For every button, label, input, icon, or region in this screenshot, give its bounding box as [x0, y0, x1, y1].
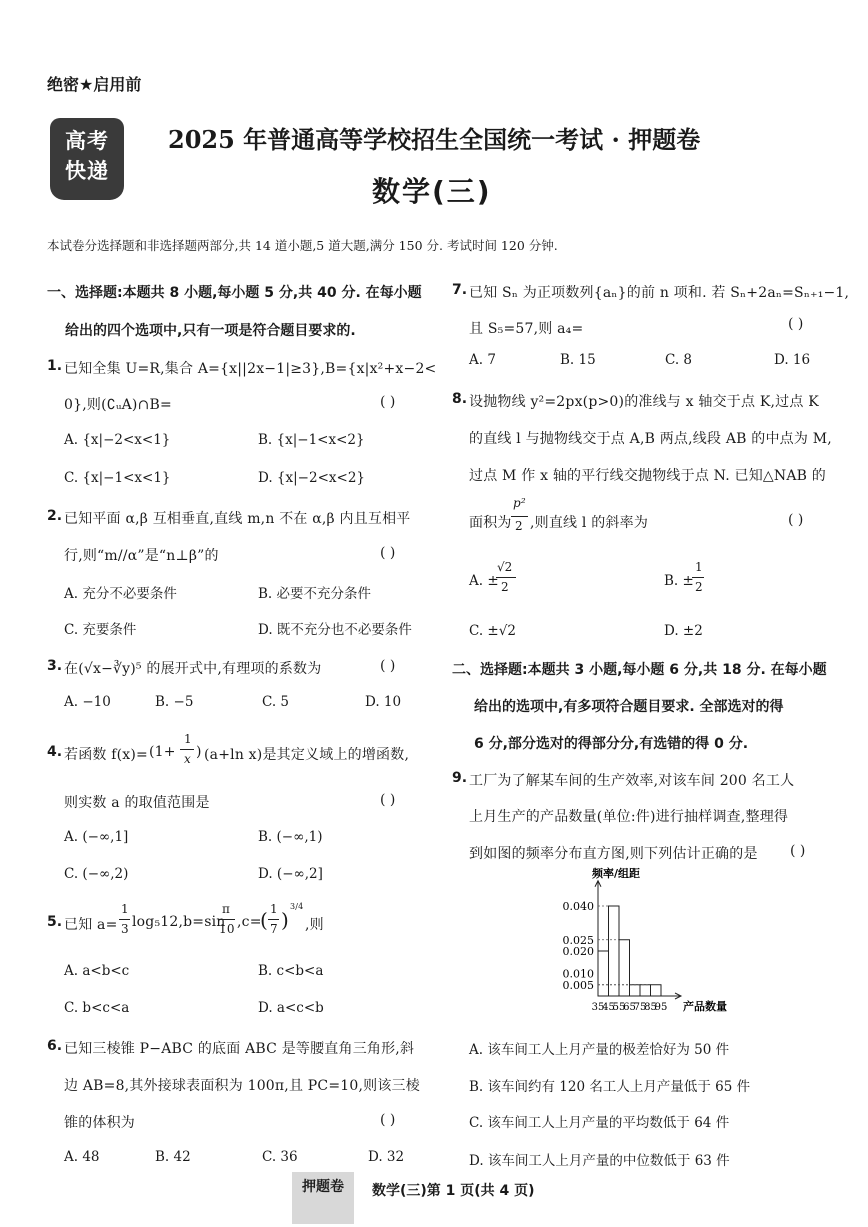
histogram-bar — [609, 906, 620, 996]
q5-post: ,则 — [305, 917, 324, 933]
logo-line1: 高考 — [65, 129, 109, 153]
q9-line3: 到如图的频率分布直方图,则下列估计正确的是 — [469, 846, 758, 862]
q7-option-b: B. 15 — [560, 352, 596, 368]
q1-number: 1. — [47, 358, 63, 374]
q2-option-d: D. 既不充分也不必要条件 — [258, 622, 412, 638]
q5-frac3-bar — [268, 919, 279, 920]
q6-option-a: A. 48 — [64, 1149, 100, 1165]
q1-option-c: C. {x|−1<x<1} — [64, 470, 171, 486]
q5-frac1-num: 1 — [121, 902, 129, 916]
q5-frac3-num: 1 — [270, 902, 278, 916]
q9-option-a: A. 该车间工人上月产量的极差恰好为 50 件 — [469, 1042, 730, 1058]
histogram-bar — [640, 985, 651, 996]
exam-title: 2025 年普通高等学校招生全国统一考试 · 押题卷 — [168, 125, 701, 154]
section2-heading-line2: 给出的选项中,有多项符合题目要求. 全部选对的得 — [474, 699, 784, 715]
q3-option-a: A. −10 — [64, 694, 111, 710]
histogram-bar — [598, 951, 609, 996]
logo-line2: 快递 — [65, 159, 109, 183]
x-axis-label: 产品数量 — [683, 1000, 727, 1013]
footer-tag: 押题卷 — [292, 1172, 354, 1224]
q4-option-b: B. (−∞,1) — [258, 829, 323, 845]
logo-badge — [50, 118, 124, 200]
y-tick-label: 0.010 — [562, 967, 594, 981]
q4-one-plus-text: 1+ — [154, 744, 176, 760]
q4-frac-num: 1 — [184, 732, 192, 746]
q5-option-c: C. b<c<a — [64, 1000, 130, 1016]
q1-line1: 已知全集 U=R,集合 A={x||2x−1|≥3},B={x|x²+x−2< — [64, 361, 437, 377]
q5-frac3-den: 7 — [270, 922, 278, 936]
q9-line1: 工厂为了解某车间的生产效率,对该车间 200 名工人 — [469, 773, 795, 789]
q4-number: 4. — [47, 744, 63, 760]
q4-option-a: A. (−∞,1] — [64, 829, 129, 845]
histogram-bar — [630, 985, 641, 996]
q2-option-a: A. 充分不必要条件 — [64, 586, 177, 602]
frequency-histogram — [540, 866, 780, 1024]
q4-close-paren: ) — [196, 744, 202, 760]
y-tick-label: 0.020 — [562, 945, 594, 958]
q3-number: 3. — [47, 658, 63, 674]
q1-option-d: D. {x|−2<x<2} — [258, 470, 365, 486]
y-axis-label: 频率/组距 — [592, 866, 641, 880]
q8-option-b-num: 1 — [695, 560, 703, 574]
x-tick-label: 35 — [591, 1002, 605, 1013]
x-tick-label: 85 — [644, 1002, 657, 1013]
section1-heading-line2: 给出的四个选项中,只有一项是符合题目要求的. — [65, 323, 356, 339]
q8-option-b-den: 2 — [695, 580, 703, 594]
q4-frac-den: x — [184, 752, 191, 766]
q8-option-d: D. ±2 — [664, 623, 703, 639]
y-tick-label: 0.005 — [562, 978, 594, 992]
q7-number: 7. — [452, 282, 468, 298]
q5-option-d: D. a<c<b — [258, 1000, 324, 1016]
q6-answer-paren: ( ) — [380, 1112, 396, 1128]
q5-c-open-paren: ( — [260, 908, 269, 932]
q8-option-a-pre: A. ± — [469, 573, 499, 589]
q6-option-c: C. 36 — [262, 1149, 298, 1165]
q1-option-a: A. {x|−2<x<1} — [64, 432, 171, 448]
q5-frac1-den: 3 — [121, 922, 129, 936]
q4-option-c: C. (−∞,2) — [64, 866, 129, 882]
q7-line2: 且 S₅=57,则 a₄= — [469, 321, 584, 337]
q5-c-close-paren: ) — [281, 908, 290, 932]
q9-option-d: D. 该车间工人上月产量的中位数低于 63 件 — [469, 1153, 730, 1169]
x-tick-label: 95 — [654, 1002, 668, 1013]
q7-option-c: C. 8 — [665, 352, 693, 368]
histogram-bar — [651, 985, 662, 996]
q5-frac1-bar — [119, 919, 130, 920]
q5-mid2: ,c= — [237, 914, 262, 930]
q7-option-d: D. 16 — [774, 352, 811, 368]
q8-option-a-bar — [496, 577, 516, 578]
q8-line4-post: ,则直线 l 的斜率为 — [530, 515, 649, 531]
y-tick-label: 0.025 — [562, 933, 594, 947]
q8-frac-den: 2 — [515, 519, 523, 533]
q4-line1-post: (a+ln x)是其定义域上的增函数, — [204, 747, 410, 763]
q1-line2: 0},则(∁ᵤA)∩B= — [64, 397, 172, 413]
q5-option-a: A. a<b<c — [64, 963, 130, 979]
q5-option-b: B. c<b<a — [258, 963, 324, 979]
q9-line2: 上月生产的产品数量(单位:件)进行抽样调查,整理得 — [469, 809, 789, 825]
q6-line1: 已知三棱锥 P−ABC 的底面 ABC 是等腰直角三角形,斜 — [64, 1041, 415, 1057]
x-tick-label: 45 — [602, 1002, 615, 1013]
q8-line4-pre: 面积为 — [469, 515, 512, 531]
q4-line2: 则实数 a 的取值范围是 — [64, 795, 210, 811]
q4-frac-bar — [180, 749, 194, 750]
q6-option-b: B. 42 — [155, 1149, 191, 1165]
y-tick-label: 0.040 — [562, 900, 594, 913]
q6-option-d: D. 32 — [368, 1149, 405, 1165]
q8-option-b-pre: B. ± — [664, 573, 694, 589]
q2-number: 2. — [47, 508, 63, 524]
q8-number: 8. — [452, 391, 468, 407]
q5-frac2-bar — [218, 919, 235, 920]
q4-answer-paren: ( ) — [380, 792, 396, 808]
q8-line1: 设抛物线 y²=2px(p>0)的准线与 x 轴交于点 K,过点 K — [469, 394, 819, 410]
q7-line1: 已知 Sₙ 为正项数列{aₙ}的前 n 项和. 若 Sₙ+2aₙ=Sₙ₊₁−1, — [469, 285, 850, 301]
q8-option-b-bar — [692, 577, 704, 578]
q9-option-c: C. 该车间工人上月产量的平均数低于 64 件 — [469, 1115, 730, 1131]
q3-option-b: B. −5 — [155, 694, 194, 710]
q3-option-c: C. 5 — [262, 694, 290, 710]
q7-answer-paren: ( ) — [788, 316, 804, 332]
q5-frac2-num: π — [222, 902, 231, 916]
q8-frac-num: p² — [513, 496, 526, 510]
q6-number: 6. — [47, 1038, 63, 1054]
q5-pre: 已知 a= — [64, 917, 118, 933]
x-tick-label: 75 — [633, 1002, 647, 1013]
q8-option-a-den: 2 — [501, 580, 509, 594]
q6-line2: 边 AB=8,其外接球表面积为 100π,且 PC=10,则该三棱 — [64, 1078, 420, 1094]
q3-option-d: D. 10 — [365, 694, 402, 710]
q3-answer-paren: ( ) — [380, 658, 396, 674]
q1-answer-paren: ( ) — [380, 394, 396, 410]
q8-option-a-num: √2 — [497, 560, 513, 574]
subject-title: 数学(三) — [372, 175, 492, 208]
q2-line1: 已知平面 α,β 互相垂直,直线 m,n 不在 α,β 内且互相平 — [64, 511, 411, 527]
q9-answer-paren: ( ) — [790, 843, 806, 859]
q2-option-b: B. 必要不充分条件 — [258, 586, 372, 602]
section1-heading-line1: 一、选择题:本题共 8 小题,每小题 5 分,共 40 分. 在每小题 — [47, 285, 422, 301]
q1-option-b: B. {x|−1<x<2} — [258, 432, 365, 448]
q8-option-c: C. ±√2 — [469, 623, 516, 639]
q6-line3: 锥的体积为 — [64, 1115, 135, 1131]
q5-frac2-den: 10 — [219, 922, 235, 936]
q2-line2: 行,则“m//α”是“n⊥β”的 — [64, 548, 219, 564]
q4-option-d: D. (−∞,2] — [258, 866, 323, 882]
histogram-bar — [619, 940, 630, 996]
q8-answer-paren: ( ) — [788, 512, 804, 528]
q7-option-a: A. 7 — [469, 352, 496, 368]
q2-option-c: C. 充要条件 — [64, 622, 137, 638]
footer-page-info: 数学(三)第 1 页(共 4 页) — [372, 1183, 535, 1199]
q8-line3: 过点 M 作 x 轴的平行线交抛物线于点 N. 已知△NAB 的 — [469, 468, 827, 484]
q5-exponent: 3/4 — [290, 902, 304, 911]
q3-line1: 在(√x−∛y)⁵ 的展开式中,有理项的系数为 — [64, 661, 322, 677]
section2-heading-line3: 6 分,部分选对的得部分分,有选错的得 0 分. — [474, 736, 749, 752]
x-tick-label: 55 — [612, 1002, 626, 1013]
q8-line2: 的直线 l 与抛物线交于点 A,B 两点,线段 AB 的中点为 M, — [469, 431, 832, 447]
q4-line1-pre: 若函数 f(x)= — [64, 747, 148, 763]
q9-option-b: B. 该车间约有 120 名工人上月产量低于 65 件 — [469, 1079, 751, 1095]
section2-heading-line1: 二、选择题:本题共 3 小题,每小题 6 分,共 18 分. 在每小题 — [452, 662, 827, 678]
q4-one-plus: (1+ — [149, 744, 176, 760]
instructions: 本试卷分选择题和非选择题两部分,共 14 道小题,5 道大题,满分 150 分. 考试时间 120 分钟. — [47, 238, 558, 253]
q5-mid1: log₅12,b=sin — [132, 914, 226, 930]
q5-number: 5. — [47, 914, 63, 930]
q2-answer-paren: ( ) — [380, 545, 396, 561]
q8-frac-bar — [511, 516, 528, 517]
x-tick-label: 65 — [623, 1002, 636, 1013]
q9-number: 9. — [452, 770, 468, 786]
confidential-label: 绝密★启用前 — [47, 75, 142, 94]
